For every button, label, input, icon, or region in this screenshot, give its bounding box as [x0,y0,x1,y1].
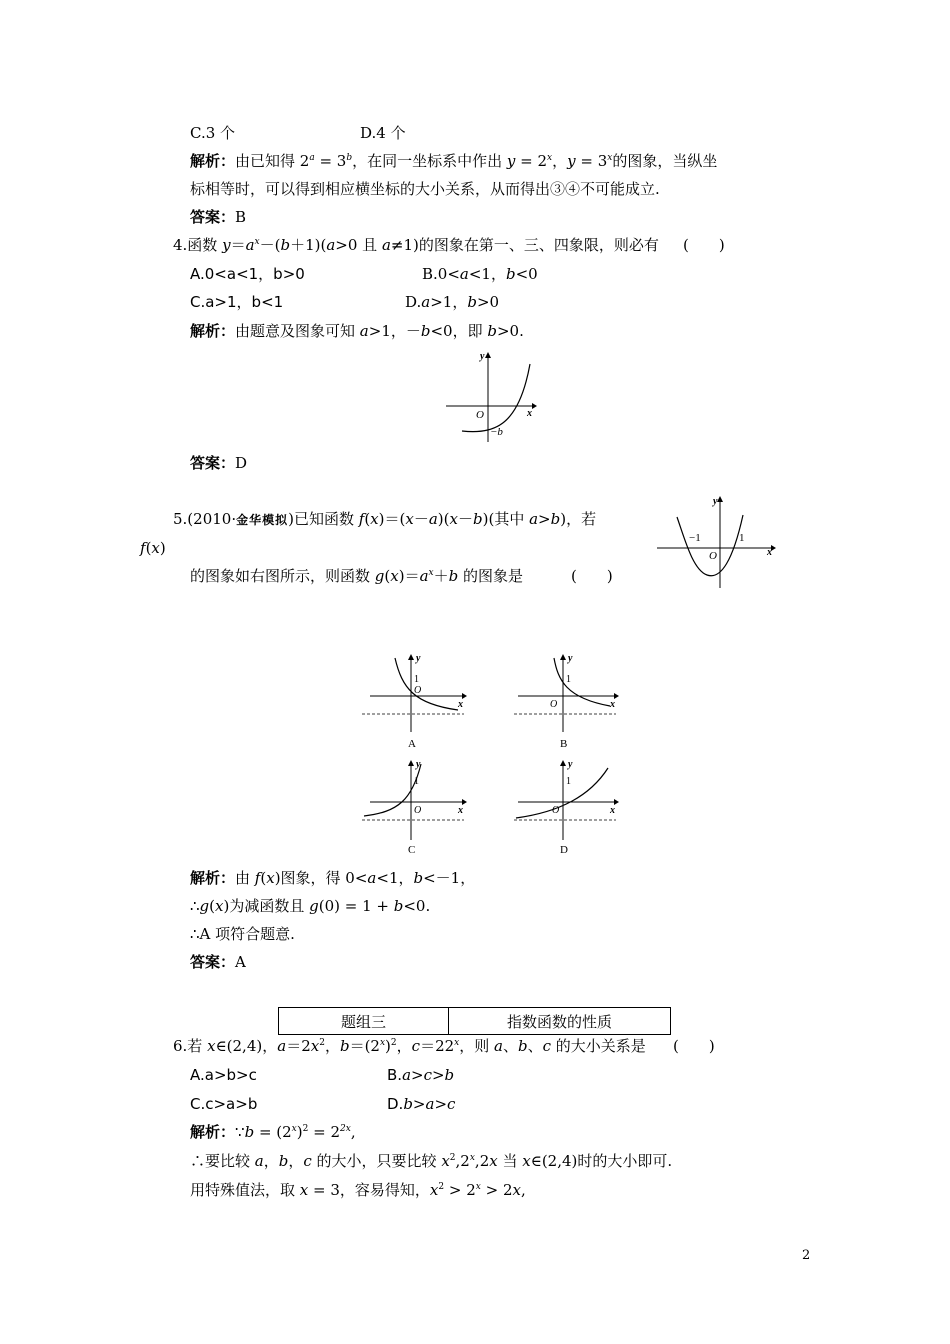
y-arrow [408,760,414,766]
text: b [550,510,561,528]
origin-label: O [476,409,484,421]
text: ∴要比较 [190,1152,255,1170]
q4-option-c: C.a>1，b<1 [190,293,284,311]
text: 2 [319,1038,325,1048]
text: x [489,1152,498,1170]
q4-graph-figure [440,346,540,446]
x-label: x [610,805,615,816]
text: a [421,293,431,311]
text: ∴ [190,897,200,915]
text: 2x [340,1124,351,1134]
answer-label: 答案： [190,208,236,226]
text: >0. [496,322,524,340]
text: , [520,1181,526,1199]
text: y [222,236,231,254]
text: 的大小，只要比较 [311,1152,442,1170]
text: 、 [502,1037,518,1055]
text: 由 [235,869,255,887]
text: x [454,1038,460,1048]
text: 由题意及图象可知 [235,322,360,340]
text: B.0< [422,265,460,283]
text: 2 [302,1124,309,1134]
origin-label: O [414,685,422,696]
text: ＝22 [420,1037,455,1055]
text: b [346,153,353,163]
y-label: y [568,653,573,664]
text: >1，－ [368,322,421,340]
text: ) [385,1037,391,1055]
text: a [254,1152,264,1170]
text: ， [324,1037,340,1055]
text: a [359,322,369,340]
text: ,2 [455,1152,470,1170]
q5-answer [190,952,246,972]
q6-analysis-line1 [190,1122,356,1142]
text: B. [387,1066,403,1084]
text: )已知函数 [288,510,359,528]
text: )(其中 [482,510,530,528]
q6-option-d [387,1094,455,1114]
text: 由已知得 2 [235,152,310,170]
text: ) [159,539,166,557]
text: ∈(2,4)， [215,1037,278,1055]
y-arrow [408,654,414,660]
text: x [254,237,260,247]
y-arrow [717,496,723,502]
origin-label: O [414,805,422,816]
one-label: 1 [739,532,745,544]
text: ( [209,897,216,915]
text: 用特殊值法，取 [190,1181,300,1199]
text: y [506,152,516,170]
text: x [547,153,553,163]
q6-stem [173,1036,646,1056]
text: x [429,1181,439,1199]
text: x [379,1038,386,1048]
text: ＝2 [286,1037,311,1055]
x-label: x [767,547,772,558]
text: g [374,567,385,585]
q5-graph-c [358,756,473,856]
y-arrow [560,760,566,766]
text: x [469,1153,475,1163]
text: ( [260,869,267,887]
text: x [390,567,399,585]
q3-option-c: C.3 个 [190,124,236,142]
text: b [339,1037,350,1055]
q3-analysis-line2: 标相等时，可以得到相应横坐标的大小关系，从而得出③④不可能成立. [190,180,660,198]
group-topic-cell: 指数函数的性质 [506,1012,612,1031]
answer-label: 答案： [190,454,236,472]
text: x [266,869,275,887]
text: 4.函数 [173,236,223,254]
q4-option-a: A.0<a<1，b>0 [190,265,305,283]
text: )图象，得 0< [274,869,368,887]
answer-value: D [235,454,248,472]
text: (0) = 1 + [318,897,394,915]
text: a [367,869,377,887]
text: x [299,1181,309,1199]
text: 的大小关系是 [551,1037,646,1055]
q6-option-b [387,1065,454,1085]
option-letter: C [408,844,416,856]
text: x [310,1037,320,1055]
text: x [607,153,613,163]
text: 的图象如右图所示，则函数 [190,567,375,585]
text: a [428,510,438,528]
q5-answer-paren: ( ) [571,567,613,585]
q6-option-c: C.c>a>b [190,1095,258,1113]
text: ≠1)的图象在第一、三、四象限，则必有 [390,236,659,254]
q5-analysis-line1 [190,868,475,888]
text: x [441,1152,450,1170]
text: a [494,1037,503,1055]
text: >1， [430,293,468,311]
text: b [505,265,516,283]
text: D. [405,293,422,311]
text: = (2 [254,1123,292,1141]
text: a>c>b [402,1066,455,1084]
neg-b-label: −b [490,426,503,438]
q4-answer-paren: ( ) [683,236,725,254]
q3-answer [190,207,246,227]
text: ( [364,510,371,528]
q4-option-d [405,292,499,312]
analysis-label: 解析： [190,322,236,340]
text: ＝(2 [349,1037,380,1055]
curve [364,764,421,816]
text: ， [288,1152,304,1170]
text: ∵ [235,1123,245,1141]
text: <－1， [423,869,476,887]
text: － [457,510,473,528]
source-tag: 金华模拟 [236,513,289,527]
text: b [280,236,291,254]
parabola [677,515,743,576]
text: b [420,322,431,340]
text: ， [552,152,568,170]
text: x [522,1152,531,1170]
text: 当 [497,1152,523,1170]
text: x [151,539,160,557]
q5-graph-d [510,756,625,856]
text: ) [296,1123,303,1141]
q5-fx-figure [655,490,780,590]
text: a [277,1037,287,1055]
text: x [405,510,414,528]
text: <0，即 [430,322,488,340]
y-label: y [568,759,573,770]
text: ， [263,1152,279,1170]
text: 6.若 [173,1037,208,1055]
curve [516,768,608,818]
text: b [473,510,483,528]
text: b [393,897,404,915]
q5-graph-a [358,650,473,750]
text: > 2 [480,1181,513,1199]
analysis-label: 解析： [190,869,236,887]
text: x [370,510,379,528]
x-label: x [458,699,463,710]
y-label: y [416,653,421,664]
text: a [529,510,539,528]
q3-analysis-line1 [190,151,717,171]
option-letter: A [408,738,416,750]
text: x [449,510,458,528]
one-label: 1 [414,674,419,685]
text: b>a>c [403,1095,456,1113]
text: = 3 [314,152,347,170]
text: a [381,236,391,254]
y-label: y [713,496,718,507]
text: a [459,265,469,283]
text: )为减函数且 [223,897,310,915]
text: ，在同一坐标系中作出 [352,152,507,170]
text: 的图象是 [458,567,524,585]
one-label: 1 [566,674,571,685]
q6-analysis-line2 [190,1151,672,1171]
text: > [538,510,551,528]
text: >0 且 [335,236,382,254]
q5-graph-b [510,650,625,750]
text: )＝ [398,567,420,585]
text: <0 [515,265,538,283]
x-label: x [458,805,463,816]
text: ，则 [459,1037,495,1055]
text: ( [145,539,152,557]
group-header-table [278,1007,671,1035]
option-letter: D [560,844,568,856]
text: －( [259,236,281,254]
answer-label: 答案： [190,953,236,971]
one-label: 1 [566,776,571,787]
curve [395,658,458,710]
text: = 2 [515,152,548,170]
text: f [358,510,365,528]
group-number-cell: 题组三 [279,1008,449,1034]
text: ∈(2,4)时的大小即可. [530,1152,673,1170]
text: = 2 [308,1123,340,1141]
text: ( [384,567,391,585]
q4-stem [173,235,659,255]
text: ＋1)( [290,236,327,254]
curve [554,658,610,706]
text: a [419,567,429,585]
text: 、 [527,1037,543,1055]
text: <0. [403,897,431,915]
text: > 2 [444,1181,476,1199]
q5-analysis-line3: ∴A 项符合题意. [190,925,295,943]
text: ,2 [474,1152,490,1170]
origin-label: O [550,699,558,710]
y-arrow [560,654,566,660]
analysis-label: 解析： [190,152,236,170]
text: b [467,293,477,311]
q5-stem-line2 [190,566,523,586]
text: b [413,869,424,887]
x-label: x [610,699,615,710]
text: ＋ [433,567,449,585]
page-number: 2 [802,1248,811,1263]
text: <1， [376,869,414,887]
text: x [512,1181,521,1199]
text: <1， [468,265,506,283]
text: a [245,236,255,254]
text: x [291,1124,297,1134]
text: f [254,869,261,887]
q3-option-d: D.4 个 [360,124,406,142]
origin-label: O [709,550,717,562]
text: x [207,1037,216,1055]
text: b [278,1152,289,1170]
text: a [309,153,315,163]
minus-one-label: −1 [689,532,701,544]
text: b [244,1123,255,1141]
q4-analysis [190,321,524,341]
text: 2 [438,1182,445,1192]
q4-option-b [422,264,538,284]
text: y [567,152,576,170]
one-label: 1 [414,776,419,787]
text: )，若 [560,510,597,528]
text: )( [437,510,450,528]
q6-answer-paren: ( ) [673,1037,715,1055]
q5-analysis-line2 [190,896,430,916]
option-letter: B [560,738,568,750]
text: g [199,897,210,915]
text: 2 [390,1038,397,1048]
text: D. [387,1095,404,1113]
y-label: y [416,759,421,770]
y-arrow [485,352,491,358]
x-arrow [532,403,537,409]
text: b [448,567,459,585]
origin-label: O [552,805,560,816]
answer-value: B [235,208,247,226]
text: 的图象，当纵坐 [612,152,718,170]
x-label: x [527,408,532,419]
answer-value: A [235,953,246,971]
q6-analysis-line3 [190,1180,526,1200]
text: = 3，容易得知， [308,1181,430,1199]
q5-fx [140,538,166,558]
text: f [140,539,146,557]
text: >0 [476,293,500,311]
text: ＝ [230,236,246,254]
text: 5.(2010· [173,510,237,528]
text: ， [396,1037,412,1055]
text: x [215,897,224,915]
text: g [309,897,319,915]
q6-option-a: A.a>b>c [190,1066,257,1084]
curve [462,364,530,432]
text: c [411,1037,421,1055]
text: － [413,510,429,528]
text: b [487,322,497,340]
y-label: y [480,351,485,362]
text: c [303,1152,312,1170]
text: 2 [449,1153,456,1163]
text: )＝( [378,510,406,528]
text: b [517,1037,528,1055]
text: a [326,236,336,254]
text: x [428,568,434,578]
q5-stem [173,509,596,530]
text: x [475,1182,481,1192]
text: c [542,1037,552,1055]
text: = 3 [575,152,608,170]
text: , [350,1123,356,1141]
q4-answer [190,453,247,473]
analysis-label: 解析： [190,1123,236,1141]
